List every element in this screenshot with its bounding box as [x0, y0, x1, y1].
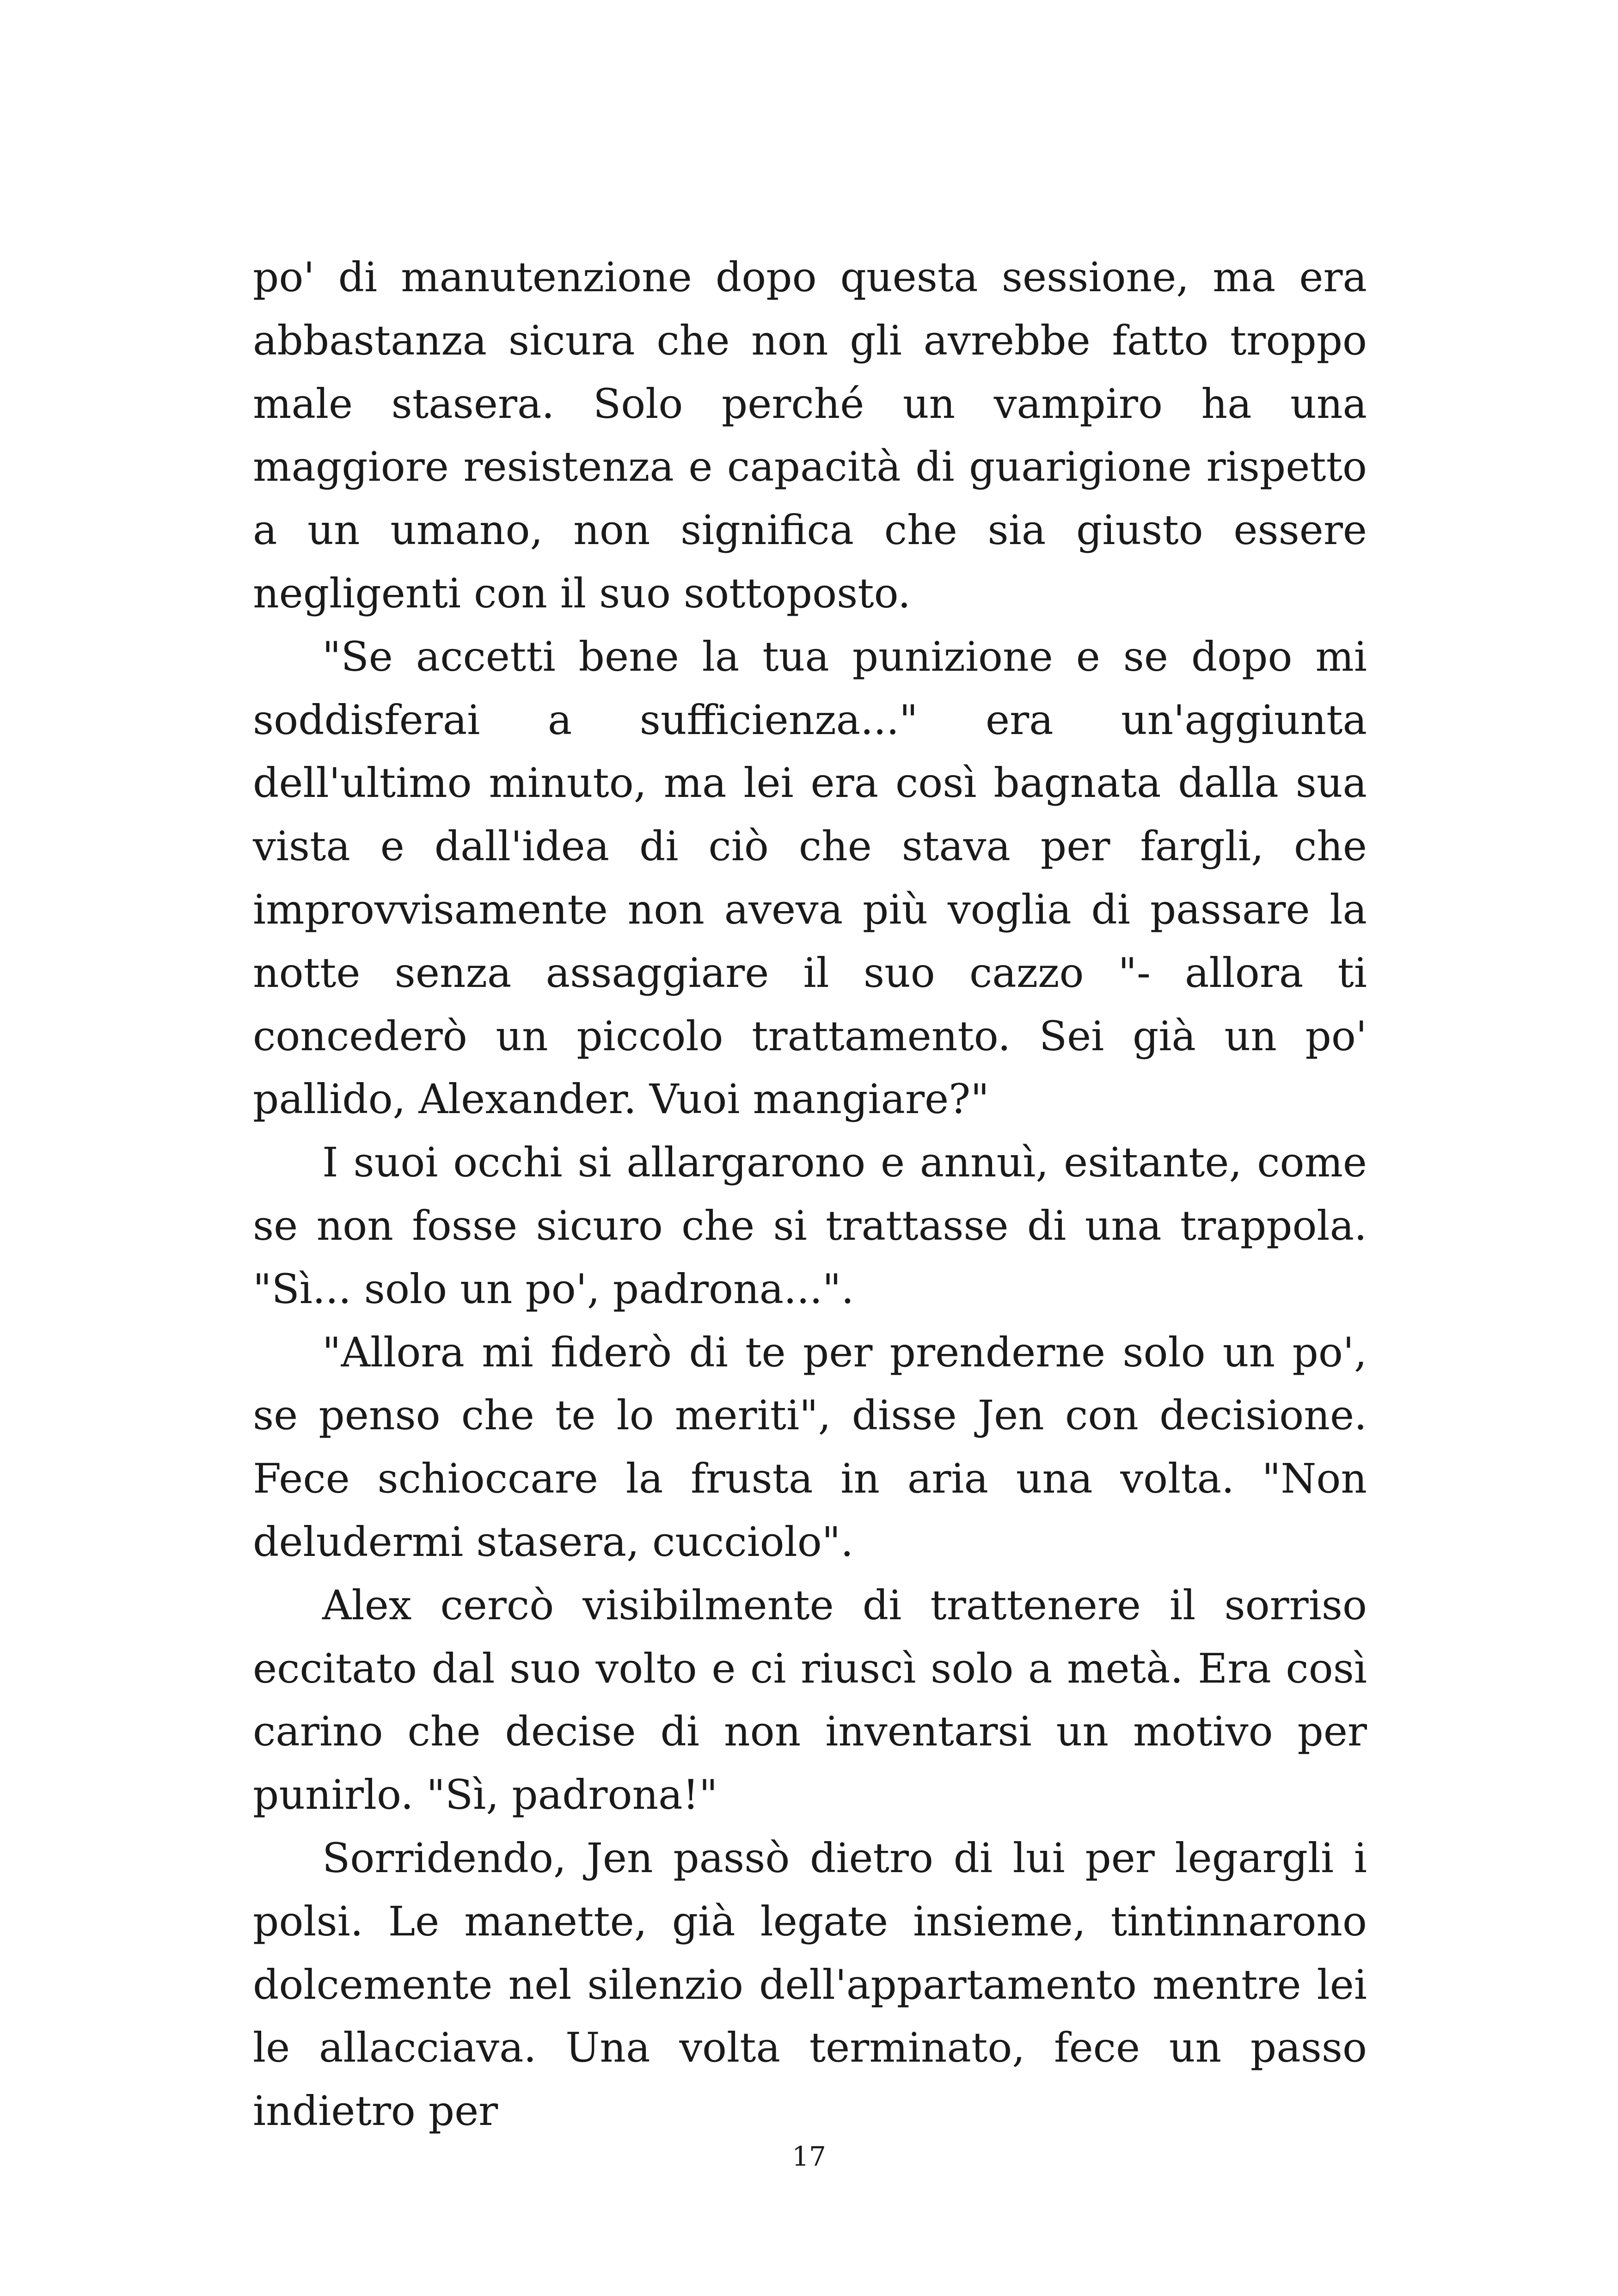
paragraph-6: Sorridendo, Jen passò dietro di lui per legargli i polsi. Le manette, già legate insieme, tintinnarono dolcemente nel silenzio dell'appartamento mentre lei le allacciava. Una volta terminato, fece un passo indietro per	[253, 1834, 1367, 2135]
paragraph-4: "Allora mi fiderò di te per prenderne solo un po', se penso che te lo meriti", disse Jen con decisione. Fece schioccare la frusta in aria una volta. "Non deludermi stasera, cucciolo".	[253, 1328, 1367, 1566]
body-text	[253, 246, 1367, 2143]
paragraph-2: "Se accetti bene la tua punizione e se dopo mi soddisferai a sufficienza..." era un'aggiunta dell'ultimo minuto, ma lei era così bagnata dalla sua vista e dall'idea di ciò che stava per fargli, che improvvisamente non aveva più voglia di passare la notte senza assaggiare il suo cazzo "- allora ti concederò un piccolo trattamento. Sei già un po' pallido, Alexander. Vuoi mangiare?"	[253, 632, 1367, 1123]
paragraph-3: I suoi occhi si allargarono e annuì, esitante, come se non fosse sicuro che si trattasse di una trappola. "Sì... solo un po', padrona...".	[253, 1139, 1367, 1313]
page-number: 17	[792, 2141, 826, 2172]
paragraph-5: Alex cercò visibilmente di trattenere il sorriso eccitato dal suo volto e ci riuscì solo a metà. Era così carino che decise di non inventarsi un motivo per punirlo. "Sì, padrona!"	[253, 1581, 1367, 1819]
paragraph-1: po' di manutenzione dopo questa sessione, ma era abbastanza sicura che non gli avrebbe fatto troppo male stasera. Solo perché un vampiro ha una maggiore resistenza e capacità di guarigione rispetto a un umano, non significa che sia giusto essere negligenti con il suo sottoposto.	[253, 253, 1367, 617]
